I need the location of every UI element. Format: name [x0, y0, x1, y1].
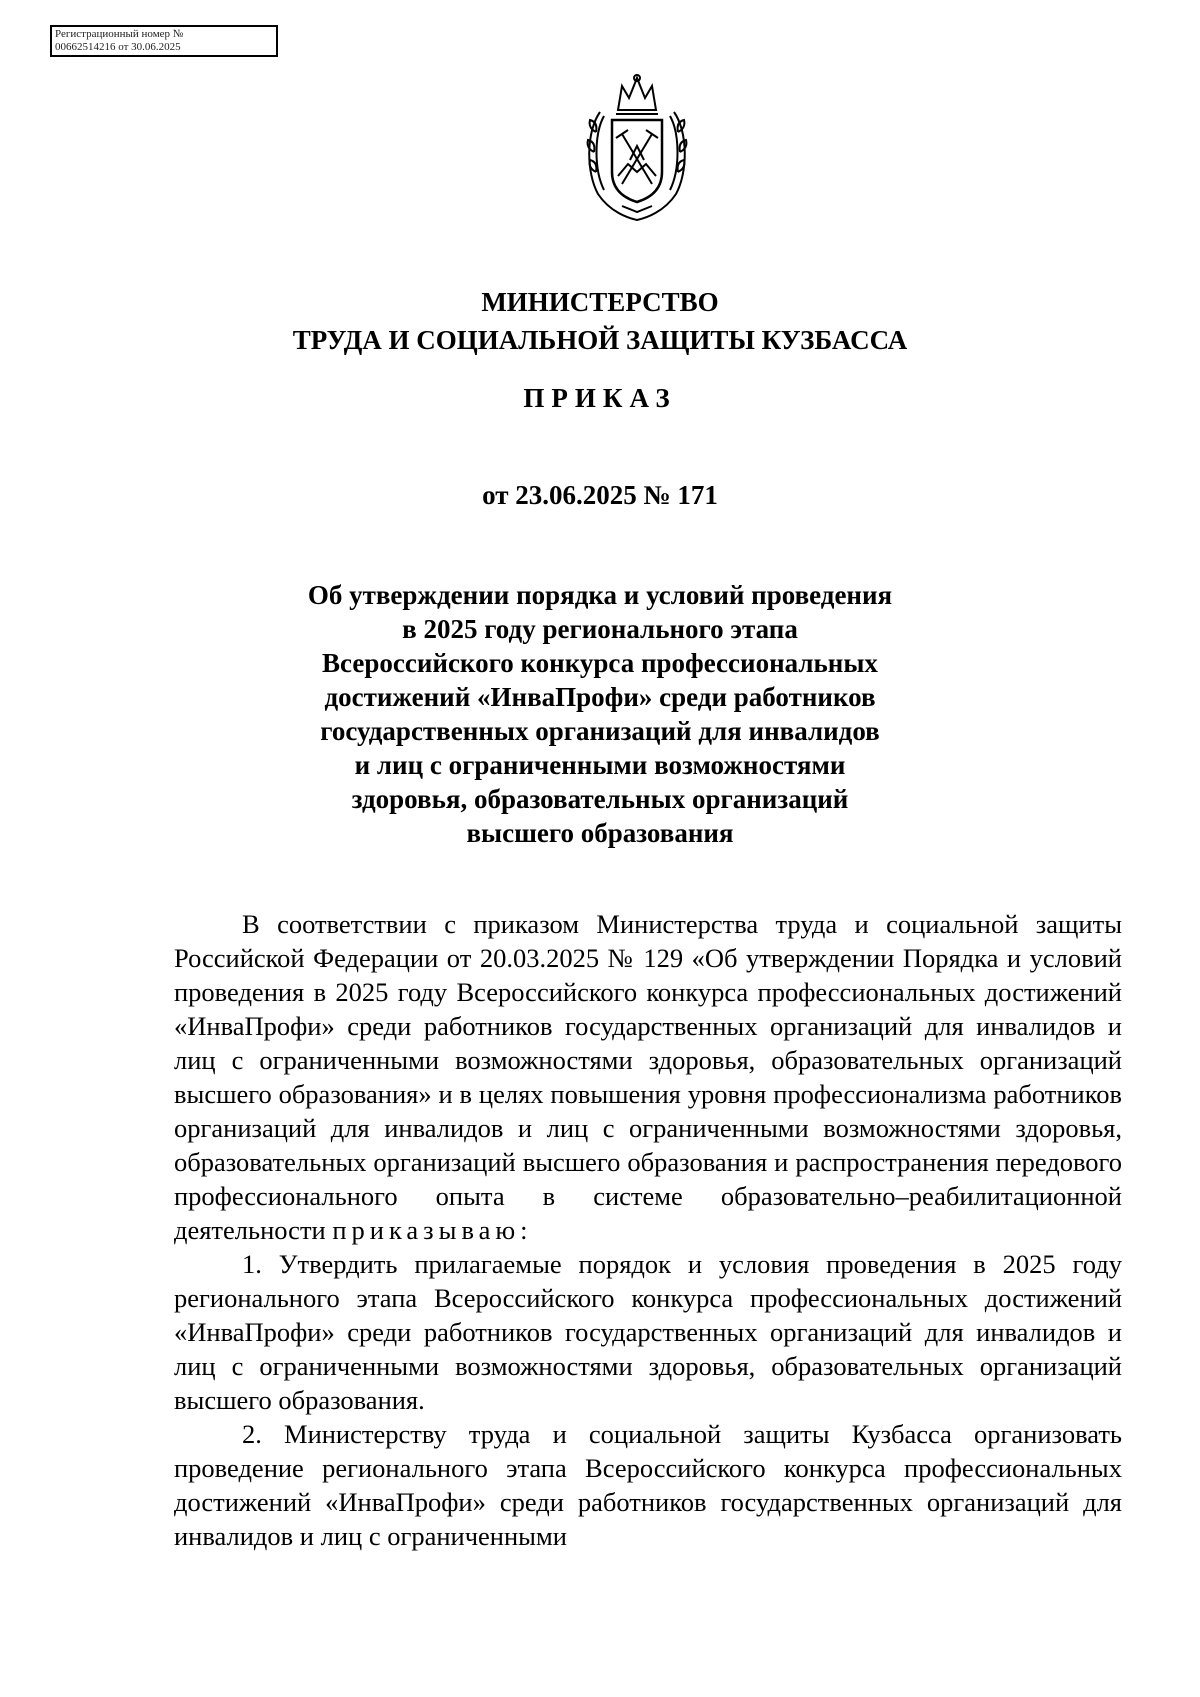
- preamble-text: В соответствии с приказом Министерства труда и социальной защиты Российской Федерации от 20.03.2025 № 129 «Об утверждении Порядка и условий проведения в 2025 году Всероссийского конкурса профессиональных достижений «ИнваПрофи» среди работников государственных организаций для инвалидов и лиц с ограниченными возможностями здоровья, образовательных организаций высшего образования» и в целях повышения уровня профессионализма работников организаций для инвалидов и лиц с ограниченными возможностями здоровья, образовательных организаций высшего образования и распространения передового профессионального опыта в системе образовательно–реабилитационной деятельности: [174, 909, 1122, 1245]
- order-item-2: 2. Министерству труда и социальной защиты Кузбасса организовать проведение регионального этапа Всероссийского конкурса профессиональных достижений «ИнваПрофи» среди работников государственных организаций для инвалидов и лиц с ограниченными: [174, 1419, 1122, 1551]
- order-body: [174, 907, 1122, 1553]
- subject-line: высшего образования: [466, 818, 734, 848]
- subject-line: достижений «ИнваПрофи» среди работников: [324, 682, 876, 712]
- document-type: ПРИКАЗ: [523, 383, 677, 413]
- subject-line: здоровья, образовательных организаций: [351, 784, 849, 814]
- order-date-number: от 23.06.2025 № 171: [482, 480, 718, 510]
- registration-number-value: 00662514216 от 30.06.2025: [55, 41, 181, 53]
- registration-number-label: Регистрационный номер №: [55, 28, 184, 40]
- subject-line: Всероссийского конкурса профессиональных: [322, 648, 878, 678]
- kuzbass-coat-of-arms-icon: [582, 72, 692, 222]
- order-verb: приказываю:: [332, 1215, 533, 1245]
- subject-line: Об утверждении порядка и условий проведения: [307, 580, 893, 610]
- subject-line: в 2025 году регионального этапа: [402, 614, 798, 644]
- subject-line: государственных организаций для инвалидов: [320, 716, 880, 746]
- coat-of-arms-drawing: [582, 72, 692, 222]
- subject-line: и лиц с ограниченными возможностями: [354, 750, 846, 780]
- order-subject: [300, 578, 900, 850]
- ministry-title-line-2: ТРУДА И СОЦИАЛЬНОЙ ЗАЩИТЫ КУЗБАССА: [292, 325, 908, 355]
- ministry-name: [0, 283, 1200, 359]
- ministry-title-line-1: МИНИСТЕРСТВО: [481, 287, 719, 317]
- order-item-1: 1. Утвердить прилагаемые порядок и условия проведения в 2025 году регионального этапа Всероссийского конкурса профессиональных достижений «ИнваПрофи» среди работников государственных организаций для инвалидов и лиц с ограниченными возможностями здоровья, образовательных организаций высшего образования.: [174, 1249, 1122, 1415]
- registration-stamp: [50, 25, 278, 57]
- preamble-paragraph: [174, 907, 1122, 1247]
